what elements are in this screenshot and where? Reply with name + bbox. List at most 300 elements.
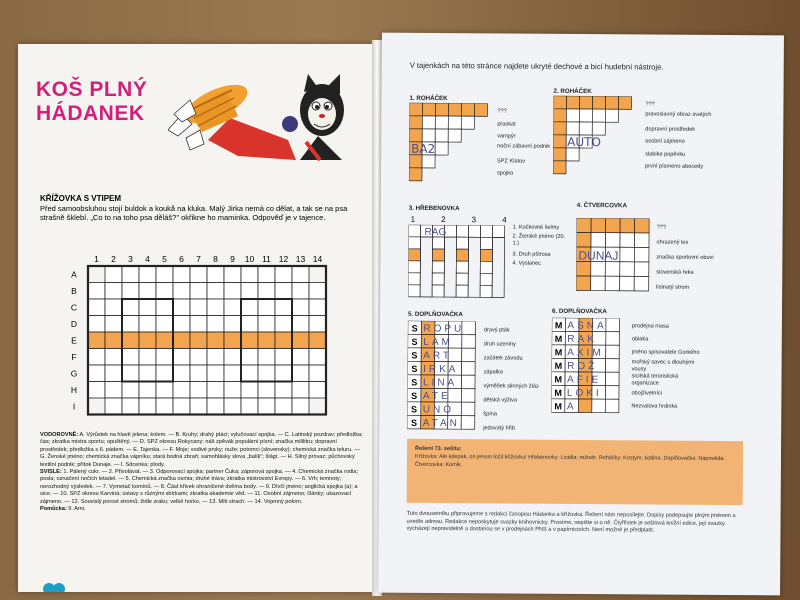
column-number: 9	[230, 254, 235, 264]
crossword-cell[interactable]	[139, 283, 156, 300]
crossword-cell[interactable]	[309, 316, 326, 333]
puzzle-cell[interactable]	[409, 103, 422, 116]
crossword-cell[interactable]	[292, 332, 309, 349]
crossword-cell[interactable]	[88, 365, 105, 382]
first-letter: S	[411, 363, 418, 374]
handwritten-answer: RAG	[424, 226, 447, 239]
crossword-cell[interactable]	[241, 283, 258, 300]
crossword-cell[interactable]	[224, 365, 241, 382]
puzzle-cell[interactable]	[605, 276, 620, 291]
s1-word-2: vampýr	[497, 133, 516, 140]
crossword-cell[interactable]	[190, 349, 207, 366]
handwritten-answer: IRKA	[423, 363, 459, 376]
puzzle-cell[interactable]	[634, 262, 649, 277]
puzzle-cell[interactable]	[408, 285, 420, 297]
puzzle-cell[interactable]	[432, 285, 444, 297]
puzzle-cell[interactable]	[620, 276, 635, 291]
puzzle-cell[interactable]	[432, 273, 444, 285]
s1-word-0: ???	[497, 108, 507, 115]
puzzle-cell[interactable]	[620, 218, 635, 233]
handwritten-answer: AFIE	[567, 374, 602, 386]
crossword-cell[interactable]	[139, 316, 156, 333]
title-line-2: HÁDANEK	[36, 102, 145, 125]
s4-word-1: ohrazený les	[656, 239, 689, 246]
puzzle-cell[interactable]	[606, 218, 621, 233]
column-number: 4	[145, 254, 150, 264]
crossword-cell[interactable]	[275, 382, 292, 399]
puzzle-cell[interactable]	[444, 237, 456, 297]
crossword-cell[interactable]	[156, 266, 173, 283]
crossword-cell[interactable]	[122, 398, 139, 415]
crossword-cell[interactable]	[207, 349, 224, 366]
first-letter: M	[554, 374, 563, 385]
puzzle-cell[interactable]	[592, 399, 606, 413]
puzzle-cell[interactable]	[553, 96, 566, 109]
crossword-cell[interactable]	[105, 266, 122, 283]
cat-with-basket-illustration	[168, 70, 358, 166]
crossword-cell[interactable]	[88, 283, 105, 300]
s6-word-4: sicilská teroristická organizace	[631, 373, 679, 387]
puzzle-cell[interactable]	[576, 276, 591, 291]
row-letter: G	[70, 368, 78, 379]
section-4-words	[656, 221, 714, 296]
crossword-cell[interactable]	[241, 398, 258, 415]
puzzle-cell[interactable]	[577, 218, 592, 233]
crossword-cell[interactable]	[88, 332, 105, 349]
crossword-cell[interactable]	[275, 332, 292, 349]
crossword-cell[interactable]	[173, 349, 190, 366]
section-6-words	[631, 320, 706, 414]
puzzle-cell[interactable]	[469, 225, 481, 237]
crossword-cell[interactable]	[139, 382, 156, 399]
puzzle-cell[interactable]	[480, 261, 492, 273]
crossword-cell[interactable]	[190, 266, 207, 283]
crossword-cell[interactable]	[122, 299, 139, 316]
puzzle-cell[interactable]	[448, 129, 461, 142]
puzzle-cell[interactable]	[474, 103, 487, 116]
crossword-cell[interactable]	[190, 299, 207, 316]
puzzle-cell[interactable]	[620, 233, 635, 248]
puzzle-cell[interactable]	[605, 96, 618, 109]
crossword-cell[interactable]	[224, 299, 241, 316]
s5-word-7: jedovatý hřib	[483, 425, 515, 432]
puzzle-cell[interactable]	[591, 233, 606, 248]
section-1-label: 1. ROHÁČEK	[409, 94, 448, 103]
crossword-cell[interactable]	[241, 349, 258, 366]
crossword-cell[interactable]	[207, 398, 224, 415]
puzzle-cell[interactable]	[606, 359, 620, 373]
puzzle-cell[interactable]	[468, 237, 480, 297]
crossword-cell[interactable]	[275, 283, 292, 300]
s3-col-4: 4	[502, 215, 507, 225]
crossword-cell[interactable]	[207, 316, 224, 333]
first-letter: S	[411, 350, 418, 361]
clues-vertical-label: SVISLE:	[40, 469, 62, 476]
puzzle-cell[interactable]	[461, 389, 475, 403]
puzzle-cell[interactable]	[435, 116, 448, 129]
puzzle-cell[interactable]	[422, 155, 435, 168]
crossword-cell[interactable]	[173, 365, 190, 382]
crossword-cell[interactable]	[258, 299, 275, 316]
puzzle-cell[interactable]	[620, 247, 635, 262]
puzzle-cell[interactable]	[493, 225, 505, 237]
crossword-cell[interactable]	[258, 365, 275, 382]
crossword-cell[interactable]	[105, 332, 122, 349]
puzzle-cell[interactable]	[553, 135, 566, 148]
crossword-cell[interactable]	[156, 283, 173, 300]
s3-word-2: 3. Druh pštrosa	[512, 251, 551, 258]
puzzle-cell[interactable]	[462, 362, 476, 376]
puzzle-cell[interactable]	[553, 122, 566, 135]
puzzle-cell[interactable]	[566, 96, 579, 109]
crossword-cell[interactable]	[258, 316, 275, 333]
puzzle-cell[interactable]	[591, 262, 606, 277]
crossword-cell[interactable]	[309, 332, 326, 349]
puzzle-cell[interactable]	[435, 103, 448, 116]
puzzle-cell[interactable]	[409, 168, 422, 181]
crossword-cell[interactable]	[258, 266, 275, 283]
crossword-cell[interactable]	[156, 332, 173, 349]
puzzle-cell[interactable]	[592, 96, 605, 109]
puzzle-cell[interactable]	[576, 232, 591, 247]
crossword-cell[interactable]	[292, 365, 309, 382]
crossword-cell[interactable]	[224, 382, 241, 399]
crossword-cell[interactable]	[156, 299, 173, 316]
puzzle-cell[interactable]	[635, 218, 650, 233]
puzzle-cell[interactable]	[408, 261, 420, 273]
crossword-cell[interactable]	[309, 365, 326, 382]
crossword-cell[interactable]	[105, 349, 122, 366]
row-letter: F	[71, 351, 77, 362]
crossword-cell[interactable]	[292, 316, 309, 333]
crossword-cell[interactable]	[173, 382, 190, 399]
crossword-cell[interactable]	[156, 382, 173, 399]
crossword-cell[interactable]	[105, 365, 122, 382]
puzzle-cell[interactable]	[409, 116, 422, 129]
s4-word-3: slovenská řeka	[656, 269, 694, 276]
crossword-cell[interactable]	[122, 316, 139, 333]
crossword-cell[interactable]	[139, 398, 156, 415]
puzzle-cell[interactable]	[461, 416, 475, 430]
puzzle-cell[interactable]	[606, 372, 620, 386]
crossword-cell[interactable]	[173, 299, 190, 316]
puzzle-cell[interactable]	[462, 335, 476, 349]
crossword-cell[interactable]	[122, 365, 139, 382]
crossword-cell[interactable]	[309, 382, 326, 399]
crossword-cell[interactable]	[292, 299, 309, 316]
crossword-cell[interactable]	[207, 266, 224, 283]
puzzle-cell[interactable]	[605, 262, 620, 277]
crossword-cell[interactable]	[122, 266, 139, 283]
first-letter: M	[554, 387, 562, 398]
section-3-words	[512, 224, 568, 270]
s3-word-3: 4. Vyslanec	[512, 260, 542, 267]
puzzle-cell[interactable]	[606, 332, 620, 346]
handwritten-answer: AUTO	[567, 134, 602, 150]
crossword-cell[interactable]	[190, 283, 207, 300]
crossword-cell[interactable]	[275, 365, 292, 382]
crossword-cell[interactable]	[139, 349, 156, 366]
crossword-cell[interactable]	[105, 398, 122, 415]
puzzle-cell[interactable]	[448, 116, 461, 129]
puzzle-cell[interactable]	[591, 276, 606, 291]
handwritten-answer: A	[566, 401, 577, 413]
handwritten-answer: UNO	[422, 404, 455, 416]
puzzle-cell[interactable]	[592, 109, 605, 122]
column-number: 7	[196, 254, 201, 264]
crossword-cell[interactable]	[207, 332, 224, 349]
puzzle-cell[interactable]	[456, 261, 468, 273]
crossword-cell[interactable]	[241, 365, 258, 382]
s4-word-2: značka sportovní obuvi	[656, 254, 714, 261]
s6-word-2: jméno spisovatele Gorkého	[631, 349, 700, 356]
puzzle-cell[interactable]	[481, 225, 493, 237]
puzzle-cell[interactable]	[457, 225, 469, 237]
crossword-cell[interactable]	[105, 283, 122, 300]
puzzle-cell[interactable]	[435, 129, 448, 142]
puzzle-cell[interactable]	[566, 122, 579, 135]
puzzle-cell[interactable]	[432, 261, 444, 273]
crossword-cell[interactable]	[173, 266, 190, 283]
crossword-cell[interactable]	[241, 316, 258, 333]
crossword-cell[interactable]	[105, 382, 122, 399]
puzzle-cell[interactable]	[408, 237, 420, 249]
crossword-cell[interactable]	[224, 266, 241, 283]
crossword-cell[interactable]	[139, 299, 156, 316]
handwritten-answer: ROPU	[423, 323, 465, 335]
s3-col-3: 3	[471, 215, 477, 225]
crossword-cell[interactable]	[241, 299, 258, 316]
puzzle-cell[interactable]	[409, 225, 421, 237]
puzzle-cell[interactable]	[492, 237, 504, 297]
puzzle-cell[interactable]	[462, 348, 476, 362]
crossword-cell[interactable]	[122, 349, 139, 366]
crossword-cell[interactable]	[156, 365, 173, 382]
puzzle-cell[interactable]	[480, 237, 492, 249]
puzzle-cell[interactable]	[409, 155, 422, 168]
crossword-cell[interactable]	[207, 365, 224, 382]
title-line-1: KOŠ PLNÝ	[36, 78, 148, 101]
handwritten-answer: ATAN	[422, 417, 460, 430]
puzzle-cell[interactable]	[456, 249, 468, 261]
puzzle-cell[interactable]	[634, 276, 649, 291]
puzzle-cell[interactable]	[579, 96, 592, 109]
crossword-cell[interactable]	[88, 299, 105, 316]
puzzle-cell[interactable]	[480, 273, 492, 285]
puzzle-cell[interactable]	[461, 116, 474, 129]
puzzle-2-grid	[553, 96, 638, 185]
puzzle-cell[interactable]	[456, 237, 468, 249]
crossword-cell[interactable]	[275, 266, 292, 283]
crossword-cell[interactable]	[241, 266, 258, 283]
puzzle-5-grid	[407, 321, 484, 434]
puzzle-cell[interactable]	[553, 109, 566, 122]
s1-word-3: noční zábavní podnik	[497, 143, 551, 150]
s6-word-6: Nezvalova hrdinka	[631, 403, 678, 410]
crossword-cell[interactable]	[292, 398, 309, 415]
puzzle-cell[interactable]	[605, 386, 619, 400]
puzzle-cell[interactable]	[605, 233, 620, 248]
crossword-cell[interactable]	[105, 316, 122, 333]
crossword-cell[interactable]	[156, 349, 173, 366]
crossword-cell[interactable]	[156, 316, 173, 333]
crossword-cell[interactable]	[190, 382, 207, 399]
crossword-cell[interactable]	[292, 349, 309, 366]
crossword-cell[interactable]	[224, 283, 241, 300]
puzzle-cell[interactable]	[422, 116, 435, 129]
crossword-cell[interactable]	[275, 316, 292, 333]
crossword-cell[interactable]	[207, 299, 224, 316]
puzzle-cell[interactable]	[456, 273, 468, 285]
puzzle-cell[interactable]	[461, 375, 475, 389]
puzzle-cell[interactable]	[409, 129, 422, 142]
right-page	[378, 33, 784, 596]
crossword-cell[interactable]	[258, 332, 275, 349]
puzzle-4-grid	[576, 218, 653, 295]
puzzle-cell[interactable]	[634, 233, 649, 248]
help-text: 9. Ami.	[68, 506, 86, 513]
crossword-cell[interactable]	[241, 332, 258, 349]
crossword-cell[interactable]	[292, 382, 309, 399]
crossword-cell[interactable]	[207, 382, 224, 399]
s5-word-5: dětská výživa	[483, 397, 517, 404]
row-letter: H	[70, 384, 78, 395]
puzzle-cell[interactable]	[566, 148, 579, 161]
s1-word-1: praskat	[497, 121, 516, 128]
puzzle-cell[interactable]	[605, 399, 619, 413]
crossword-cell[interactable]	[292, 266, 309, 283]
s2-word-1: pravoslavný obraz svatých	[645, 111, 712, 118]
puzzle-cell[interactable]	[606, 345, 620, 359]
puzzle-cell[interactable]	[432, 237, 444, 249]
crossword-cell[interactable]	[173, 316, 190, 333]
s6-word-3: mořský savec s dlouhými vousy	[631, 359, 695, 373]
crossword-cell[interactable]	[88, 316, 105, 333]
crossword-cell[interactable]	[105, 299, 122, 316]
crossword-cell[interactable]	[275, 398, 292, 415]
puzzle-3-grid	[408, 225, 509, 306]
puzzle-cell[interactable]	[592, 122, 605, 135]
puzzle-cell[interactable]	[576, 261, 591, 276]
column-number: 10	[244, 254, 255, 264]
crossword-cell[interactable]	[292, 283, 309, 300]
crossword-cell[interactable]	[224, 398, 241, 415]
crossword-cell[interactable]	[190, 365, 207, 382]
puzzle-cell[interactable]	[461, 103, 474, 116]
puzzle-cell[interactable]	[618, 96, 631, 109]
puzzle-cell[interactable]	[578, 399, 592, 413]
s1-word-5: spojka	[496, 170, 514, 177]
puzzle-1-grid	[409, 103, 494, 192]
crossword-cell[interactable]	[258, 382, 275, 399]
puzzle-cell[interactable]	[408, 273, 420, 285]
crossword-cell[interactable]	[122, 283, 139, 300]
column-number: 6	[179, 254, 184, 264]
s6-word-5: obojživelníci	[631, 390, 662, 397]
crossword-cell[interactable]	[88, 349, 105, 366]
crossword-cell[interactable]	[275, 299, 292, 316]
puzzle-cell[interactable]	[553, 148, 566, 161]
row-letter: I	[72, 401, 76, 412]
puzzle-cell[interactable]	[591, 218, 606, 233]
crossword-intro: Před samoobsluhou stojí buldok a koukå na kluka. Malý Jirka nemá co dělat, a tak se na psa strašně šklebí. „Co to na toho psa děláš?" okřikne ho maminka. Odpověď je v tajence.	[40, 204, 348, 222]
crossword-cell[interactable]	[258, 283, 275, 300]
section-3-label: 3. HŘEBENOVKA	[408, 204, 460, 213]
puzzle-cell[interactable]	[579, 109, 592, 122]
puzzle-cell[interactable]	[566, 109, 579, 122]
puzzle-cell[interactable]	[445, 225, 457, 237]
crossword-cell[interactable]	[122, 332, 139, 349]
crossword-cell[interactable]	[139, 266, 156, 283]
clues-vertical: 1. Pálený cukr. — 2. Přivolávat. — 3. Odporovací spojka; partner Čuka; záporová spojka. — 4. Chemická značka rodia; posla; označení nočích letadel. — 5. Chemická značka osmia; druhé tráva; zkratka mistrovství Evropy. — 6. Vrh; temnoty; nerozhodný výsledek. — 7. Vymetač komínů. — 8. Část křivek ohraničené dvěma body. — 9. Dívčí jméno; anglická spojka (a); a sice. — 10. SPZ okresu Karviná; ústavy s různými sbírkami; zkratka akademie věd. — 11. Osobní zájmeno; články; ukazovací zájmeno. — 12. Souvislý porost stromů; židle zraku; velké horko. — 13. Míti strach. — 14. Vojenný pokrm.	[40, 469, 359, 505]
column-number: 14	[312, 254, 323, 264]
crossword-cell[interactable]	[224, 316, 241, 333]
crossword-cell[interactable]	[207, 283, 224, 300]
puzzle-cell[interactable]	[422, 103, 435, 116]
puzzle-cell[interactable]	[579, 122, 592, 135]
crossword-cell[interactable]	[173, 398, 190, 415]
puzzle-cell[interactable]	[480, 249, 492, 261]
crossword-cell[interactable]	[88, 382, 105, 399]
column-number: 12	[278, 254, 289, 264]
crossword-cell[interactable]	[190, 398, 207, 415]
section-1-words	[497, 105, 560, 180]
s5-word-4: výměšek slinných žláz	[483, 383, 539, 390]
puzzle-cell[interactable]	[553, 161, 566, 174]
crossword-cell[interactable]	[173, 283, 190, 300]
crossword-cell[interactable]	[309, 283, 326, 300]
puzzle-cell[interactable]	[435, 142, 448, 155]
puzzle-cell[interactable]	[448, 103, 461, 116]
crossword-cell[interactable]	[241, 382, 258, 399]
crossword-cell[interactable]	[122, 382, 139, 399]
crossword-cell[interactable]	[309, 299, 326, 316]
crossword-cell[interactable]	[139, 365, 156, 382]
crossword-cell[interactable]	[275, 349, 292, 366]
column-number: 1	[94, 254, 99, 264]
crossword-cell[interactable]	[139, 332, 156, 349]
puzzle-cell[interactable]	[480, 285, 492, 297]
puzzle-cell[interactable]	[420, 237, 432, 297]
handwritten-answer: DUNAJ	[578, 248, 619, 263]
s2-word-4: slabika popěvku	[645, 151, 686, 158]
crossword-cell[interactable]	[190, 332, 207, 349]
crossword-cell[interactable]	[156, 398, 173, 415]
crossword-cell[interactable]	[224, 332, 241, 349]
first-letter: M	[554, 333, 563, 344]
crossword-cell[interactable]	[258, 349, 275, 366]
crossword-cell[interactable]	[190, 316, 207, 333]
crossword-cell[interactable]	[309, 349, 326, 366]
clues-horizontal-label: VODOROVNĚ:	[40, 432, 79, 438]
first-letter: M	[554, 360, 563, 371]
puzzle-cell[interactable]	[620, 262, 635, 277]
left-page	[18, 44, 374, 592]
puzzle-cell[interactable]	[456, 285, 468, 297]
puzzle-cell[interactable]	[461, 402, 475, 416]
puzzle-cell[interactable]	[606, 318, 620, 332]
puzzle-cell[interactable]	[422, 129, 435, 142]
puzzle-cell[interactable]	[634, 247, 649, 262]
crossword-cell[interactable]	[258, 398, 275, 415]
crossword-cell[interactable]	[224, 349, 241, 366]
crossword-cell[interactable]	[173, 332, 190, 349]
puzzle-cell[interactable]	[605, 109, 618, 122]
s5-word-1: druh uzeniny	[483, 341, 516, 348]
handwritten-answer: ROŽ	[567, 360, 598, 373]
puzzle-cell[interactable]	[432, 249, 444, 261]
puzzle-cell[interactable]	[408, 249, 420, 261]
